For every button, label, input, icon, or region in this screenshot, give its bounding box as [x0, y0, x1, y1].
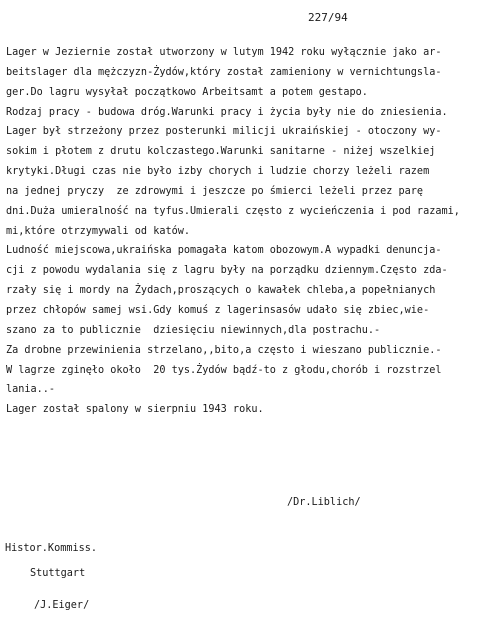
body-line: Lager został spalony w sierpniu 1943 roku.	[6, 404, 264, 416]
body-line: dni.Duża umieralność na tyfus.Umierali często z wycieńczenia i pod razami,	[6, 205, 460, 217]
body-line: beitslager dla mężczyzn-Żydów,który został zamieniony w vernichtungsla-	[6, 66, 442, 78]
body-line: Za drobne przewinienia strzelano,,bito,a często i wieszano publicznie.-	[6, 344, 442, 356]
body-line: W lagrze zginęło około 20 tys.Żydów bądź-to z głodu,chorób i rozstrzel	[6, 364, 442, 376]
body-line: mi,które otrzymywali od katów.	[6, 225, 191, 237]
body-line: na jednej pryczy ze zdrowymi i jeszcze po śmierci leżeli przez parę	[6, 185, 424, 197]
body-line: Rodzaj pracy - budowa dróg.Warunki pracy i życia były nie do zniesienia.	[6, 106, 448, 118]
document-body	[6, 43, 490, 420]
body-line: sokim i płotem z drutu kolczastego.Warunki sanitarne - niżej wszelkiej	[6, 146, 436, 158]
body-line: szano za to publicznie dziesięciu niewinnych,dla postrachu.-	[6, 324, 381, 336]
document-reference-number: 227/94	[308, 11, 348, 24]
body-line: cji z powodu wydalania się z lagru były na porządku dziennym.Często zda-	[6, 265, 448, 277]
body-line: Lager był strzeżony przez posterunki milicji ukraińskiej - otoczony wy-	[6, 126, 442, 138]
body-line: lania..-	[6, 384, 56, 396]
body-line: ger.Do lagru wysyłał początkowo Arbeitsamt a potem gestapo.	[6, 86, 368, 98]
body-line: krytyki.Długi czas nie było izby chorych i ludzie chorzy leżeli razem	[6, 166, 430, 178]
author-signature: /Dr.Liblich/	[287, 497, 361, 508]
body-line: przez chłopów samej wsi.Gdy komuś z lagerinsasów udało się zbiec,wie-	[6, 304, 430, 316]
body-line: Ludność miejscowa,ukraińska pomagała katom obozowym.A wypadki denuncja-	[6, 245, 442, 257]
footer-signatory: /J.Eiger/	[34, 600, 90, 611]
footer-commission: Histor.Kommiss.	[5, 543, 98, 554]
footer-city: Stuttgart	[30, 568, 86, 579]
body-line: Lager w Jeziernie został utworzony w lutym 1942 roku wyłącznie jako ar-	[6, 47, 442, 58]
body-line: rzały się i mordy na Żydach,proszących o kawałek chleba,a popełnianych	[6, 285, 436, 297]
